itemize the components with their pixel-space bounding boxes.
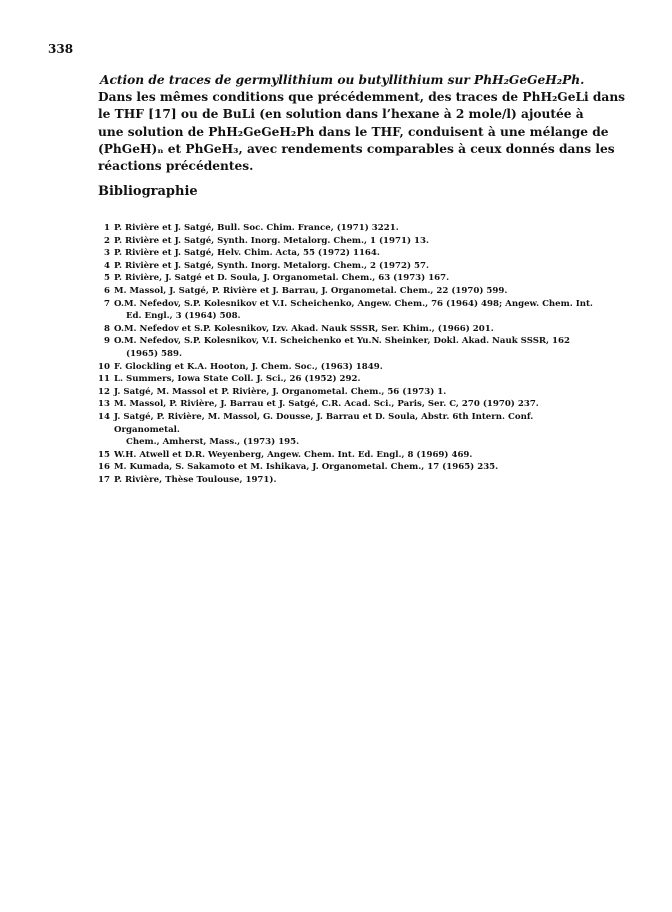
reference-item xyxy=(98,335,598,360)
reference-item xyxy=(98,398,598,411)
reference-text: M. Massol, P. Rivière, J. Barrau et J. Satgé, C.R. Acad. Sci., Paris, Ser. C, 270 (1970) 237. xyxy=(114,399,539,410)
reference-number: 5 xyxy=(104,273,110,284)
reference-item xyxy=(98,235,598,248)
paragraph-line: une solution de PhH₂GeGeH₂Ph dans le THF, conduisent à une mélange de xyxy=(98,124,609,139)
reference-number: 8 xyxy=(104,323,110,334)
reference-text: W.H. Atwell et D.R. Weyenberg, Angew. Chem. Int. Ed. Engl., 8 (1969) 469. xyxy=(114,449,473,460)
reference-number: 12 xyxy=(98,386,110,397)
paragraph-line: (PhGeH)ₙ et PhGeH₃, avec rendements comparables à ceux donnés dans les xyxy=(98,141,615,156)
reference-continuation: (1965) 589. xyxy=(126,348,182,359)
reference-text: F. Glockling et K.A. Hooton, J. Chem. Soc., (1963) 1849. xyxy=(114,361,383,372)
reference-number: 17 xyxy=(98,474,110,485)
reference-number: 6 xyxy=(104,285,110,296)
reference-text: P. Rivière et J. Satgé, Synth. Inorg. Metalorg. Chem., 1 (1971) 13. xyxy=(114,235,429,246)
paragraph-line: le THF [17] ou de BuLi (en solution dans l’hexane à 2 mole/l) ajoutée à xyxy=(98,107,584,122)
reference-number: 14 xyxy=(98,411,110,422)
reference-item xyxy=(98,474,598,487)
reference-continuation: Chem., Amherst, Mass., (1973) 195. xyxy=(126,437,300,448)
reference-text: J. Satgé, M. Massol et P. Rivière, J. Organometal. Chem., 56 (1973) 1. xyxy=(114,386,447,397)
bibliography-heading: Bibliographie xyxy=(98,184,198,199)
reference-text: J. Satgé, P. Rivière, M. Massol, G. Dousse, J. Barrau et D. Soula, Abstr. 6th Intern. Conf. Organometal. xyxy=(114,411,534,435)
reference-text: P. Rivière, Thèse Toulouse, 1971). xyxy=(114,474,277,485)
reference-text: P. Rivière et J. Satgé, Helv. Chim. Acta, 55 (1972) 1164. xyxy=(114,248,380,259)
reference-text: P. Rivière et J. Satgé, Bull. Soc. Chim. France, (1971) 3221. xyxy=(114,223,399,233)
reference-number: 7 xyxy=(104,298,110,309)
reference-text: M. Massol, J. Satgé, P. Rivière et J. Barrau, J. Organometal. Chem., 22 (1970) 599. xyxy=(114,285,508,296)
reference-item xyxy=(98,247,598,260)
paragraph-line: réactions précédentes. xyxy=(98,159,254,174)
reference-item xyxy=(98,298,598,323)
reference-number: 16 xyxy=(98,462,110,473)
reference-item xyxy=(98,411,598,449)
reference-text: L. Summers, Iowa State Coll. J. Sci., 26 (1952) 292. xyxy=(114,374,361,385)
reference-item xyxy=(98,323,598,336)
reference-text: P. Rivière, J. Satgé et D. Soula, J. Organometal. Chem., 63 (1973) 167. xyxy=(114,273,450,284)
reference-item xyxy=(98,373,598,386)
reference-text: M. Kumada, S. Sakamoto et M. Ishikava, J. Organometal. Chem., 17 (1965) 235. xyxy=(114,462,499,473)
reference-item xyxy=(98,272,598,285)
paragraph-line: Dans les mêmes conditions que précédemment, des traces de PhH₂GeLi dans xyxy=(98,90,626,105)
reference-item xyxy=(98,386,598,399)
page-number: 338 xyxy=(48,42,74,56)
reference-text: P. Rivière et J. Satgé, Synth. Inorg. Metalorg. Chem., 2 (1972) 57. xyxy=(114,260,429,271)
reference-number: 2 xyxy=(104,235,110,246)
reference-number: 9 xyxy=(104,336,110,347)
body-paragraph xyxy=(98,72,626,175)
reference-number: 1 xyxy=(104,223,110,233)
reference-number: 4 xyxy=(104,260,110,271)
reference-item xyxy=(98,260,598,273)
paragraph-lead: Action de traces de germyllithium ou butyllithium sur PhH₂GeGeH₂Ph. xyxy=(100,73,585,87)
reference-text: O.M. Nefedov et S.P. Kolesnikov, Izv. Akad. Nauk SSSR, Ser. Khim., (1966) 201. xyxy=(114,323,494,334)
reference-item xyxy=(98,461,598,474)
reference-number: 10 xyxy=(98,361,110,372)
reference-item xyxy=(98,285,598,298)
reference-number: 13 xyxy=(98,399,110,410)
reference-item xyxy=(98,222,598,235)
reference-item xyxy=(98,449,598,462)
reference-number: 15 xyxy=(98,449,110,460)
reference-number: 3 xyxy=(104,248,110,259)
reference-text: O.M. Nefedov, S.P. Kolesnikov et V.I. Scheichenko, Angew. Chem., 76 (1964) 498; Angew. Chem. Int. xyxy=(114,298,593,309)
reference-item xyxy=(98,361,598,374)
reference-text: O.M. Nefedov, S.P. Kolesnikov, V.I. Scheichenko et Yu.N. Sheinker, Dokl. Akad. Nauk SSSR, 162 xyxy=(114,336,570,347)
reference-list xyxy=(98,222,598,486)
reference-continuation: Ed. Engl., 3 (1964) 508. xyxy=(126,311,241,322)
reference-number: 11 xyxy=(98,374,110,385)
